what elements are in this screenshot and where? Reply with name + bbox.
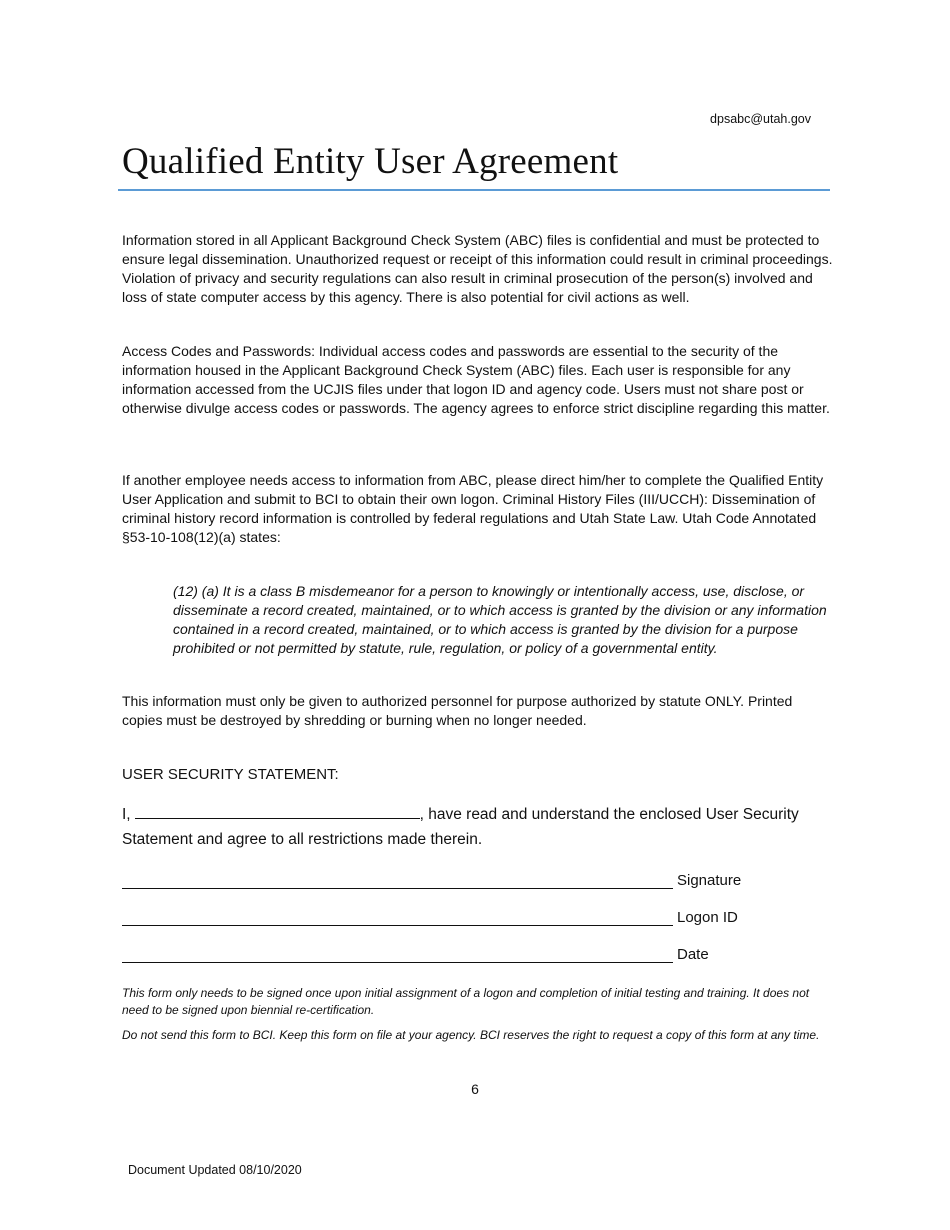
name-blank-field[interactable] [135,802,420,819]
user-security-heading: USER SECURITY STATEMENT: [122,766,339,783]
statute-quote: (12) (a) It is a class B misdemeanor for a person to knowingly or intentionally access, use, disclose, or disseminate a record created, maintained, or to which access is granted by the division or any information contained in a record created, maintained, or to which access is granted by the division for a purpose prohibited or not permitted by statute, rule, regulation, or policy of a governmental entity. [173,583,827,656]
page-title: Qualified Entity User Agreement [122,141,619,182]
date-label: Date [677,946,709,963]
logon-id-field[interactable] [122,907,673,926]
contact-email: dpsabc@utah.gov [710,112,811,126]
document-updated: Document Updated 08/10/2020 [128,1163,302,1177]
statement-line-2: Statement and agree to all restrictions made therein. [122,831,483,848]
logon-id-row [122,904,738,926]
date-field[interactable] [122,944,673,963]
retention-note: Do not send this form to BCI. Keep this form on file at your agency. BCI reserves the right to request a copy of this form at any time. [122,1028,820,1042]
statement-line [122,802,799,824]
page-number: 6 [471,1081,479,1097]
logon-id-label: Logon ID [677,909,738,926]
signature-row [122,867,741,889]
employee-access-paragraph: If another employee needs access to information from ABC, please direct him/her to complete the Qualified Entity User Application and submit to BCI to obtain their own logon. Criminal History Files (III/UCCH): Dissemination of criminal history record information is controlled by federal regulations and Utah State Law. Utah Code Annotated §53-10-108(12)(a) states: [122,472,824,545]
statement-suffix: , have read and understand the enclosed User Security [419,806,799,823]
statement-prefix: I, [122,806,131,823]
title-divider [118,189,830,191]
signature-field[interactable] [122,870,673,889]
authorized-use-paragraph: This information must only be given to authorized personnel for purpose authorized by statute ONLY. Printed copies must be destroyed by shredding or burning when no longer needed. [122,693,793,728]
signing-note: This form only needs to be signed once upon initial assignment of a logon and completion of initial testing and training. It does not need to be signed upon biennial re-certification. [122,986,810,1017]
confidentiality-paragraph: Information stored in all Applicant Background Check System (ABC) files is confidential and must be protected to ensure legal dissemination. Unauthorized request or receipt of this information could result in criminal proceedings. Violation of privacy and security regulations can also result in criminal prosecution of the person(s) involved and loss of state computer access by this agency. There is also potential for civil actions as well. [122,232,833,305]
date-row [122,941,709,963]
access-codes-paragraph: Access Codes and Passwords: Individual access codes and passwords are essential to the security of the information housed in the Applicant Background Check System (ABC) files. Each user is responsible for any information accessed from the UCJIS files under that logon ID and agency code. Users must not share post or otherwise divulge access codes or passwords. The agency agrees to enforce strict discipline regarding this matter. [122,343,830,416]
signature-label: Signature [677,872,742,889]
